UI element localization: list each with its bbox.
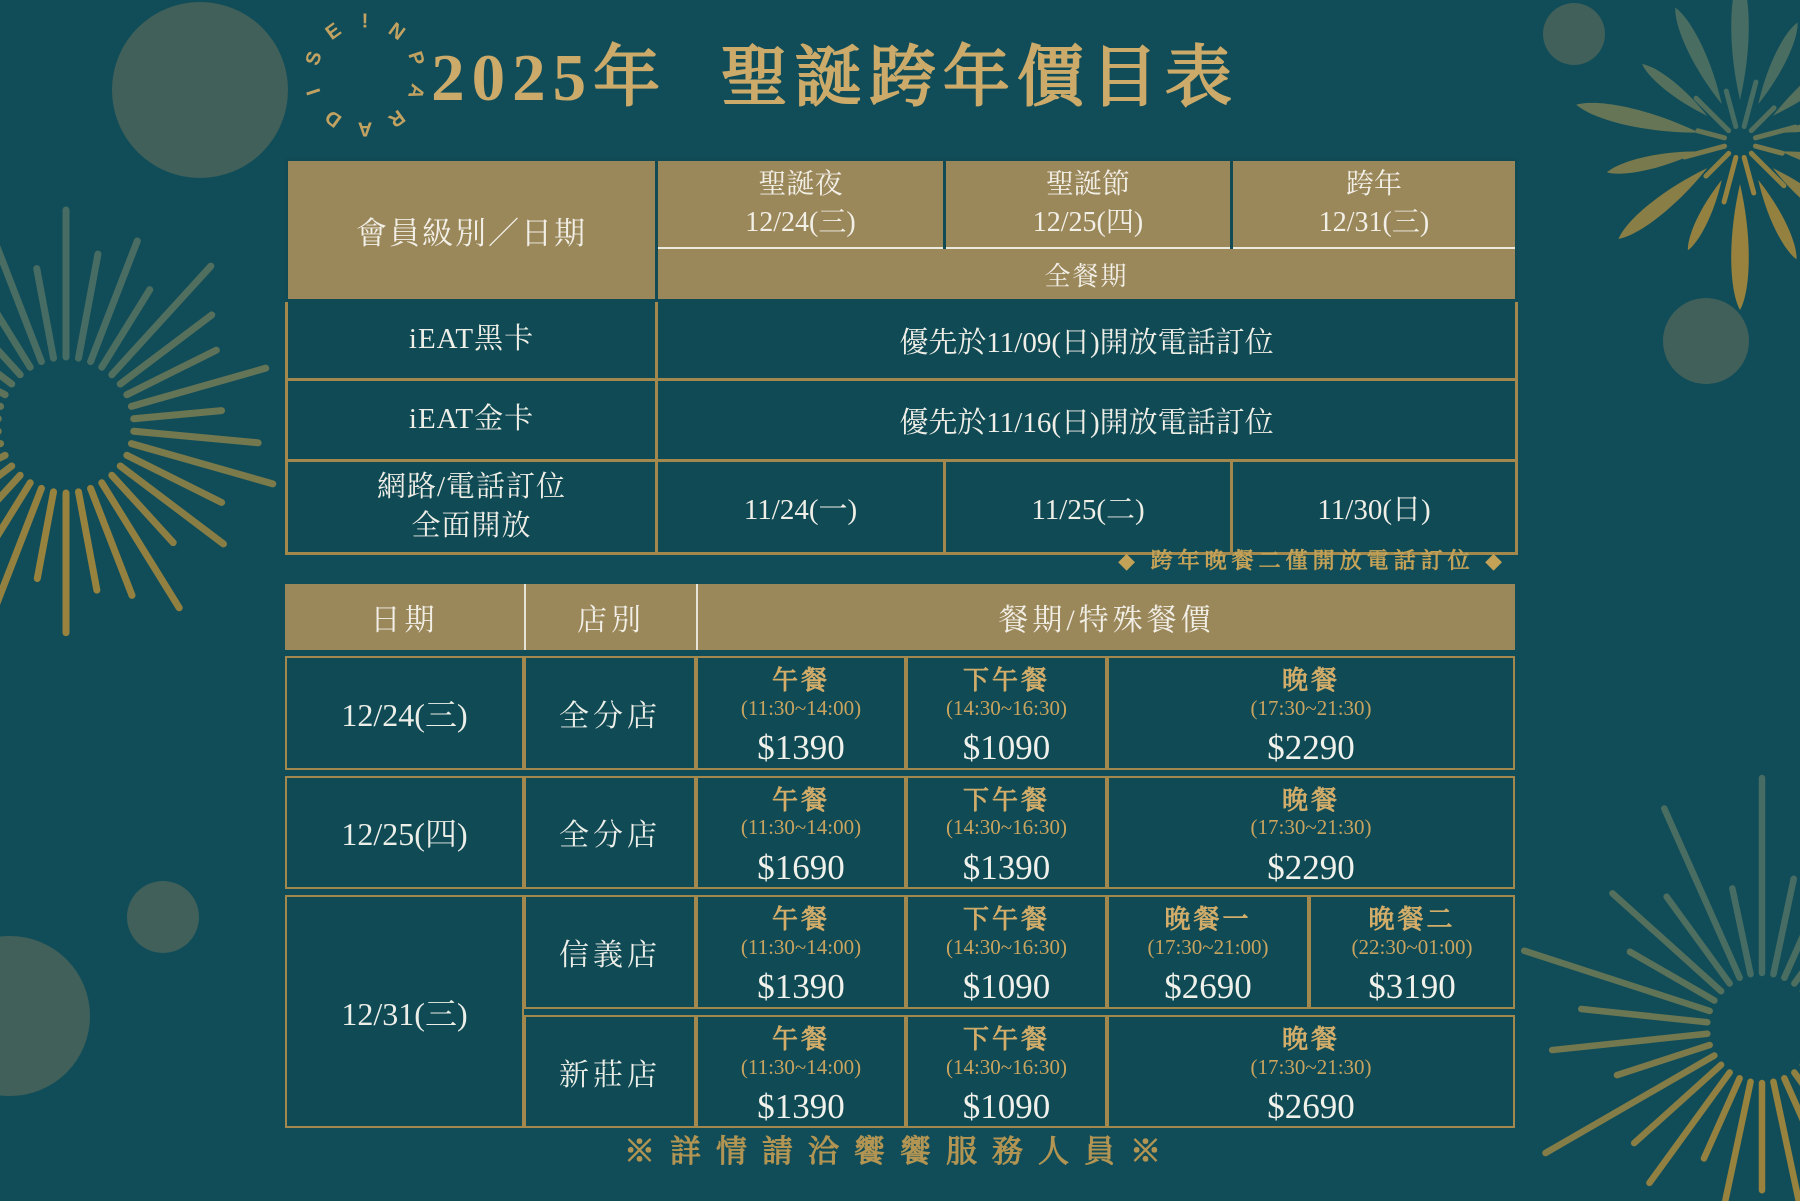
- meal-name: 晚餐一: [1164, 905, 1252, 935]
- meal-cell: [1309, 895, 1515, 1009]
- member-tier-booking-info: 優先於11/09(日)開放電話訂位: [657, 301, 1517, 380]
- meal-time: (11:30~14:00): [740, 695, 862, 720]
- date-cell: 12/24(三): [285, 656, 524, 770]
- logo-letter: P: [403, 48, 429, 69]
- column-header-christmas-eve: [657, 160, 945, 249]
- open-booking-date: 11/25(二): [945, 461, 1232, 554]
- meal-name: 下午餐: [962, 666, 1050, 695]
- meal-price: $1090: [962, 1086, 1051, 1126]
- meal-price: $2290: [1267, 847, 1355, 887]
- table-row: [285, 895, 1515, 1009]
- decor-circle-bottom-left-small: [127, 881, 199, 953]
- column-title: 聖誕節: [1045, 169, 1130, 201]
- decor-circle-top-right-small: [1543, 3, 1605, 65]
- column-header-new-year-eve: [1232, 160, 1517, 249]
- meal-cell: [696, 895, 906, 1009]
- open-booking-label-line1: 網路/電話訂位: [376, 470, 567, 503]
- meal-price: $1090: [962, 728, 1051, 768]
- meal-time: (11:30~14:00): [740, 815, 862, 840]
- header-store: 店別: [524, 584, 696, 650]
- meal-name: 午餐: [771, 666, 830, 695]
- meal-time: (14:30~16:30): [945, 935, 1068, 960]
- meal-cell: [696, 656, 906, 770]
- meal-price: $2690: [1267, 1086, 1355, 1126]
- date-cell: 12/31(三): [285, 895, 524, 1128]
- member-tier-label: iEAT黑卡: [287, 301, 657, 380]
- meal-cell: [1107, 895, 1309, 1009]
- decor-circle-bottom-left-large: [0, 936, 90, 1096]
- meal-price: $1390: [757, 1086, 845, 1126]
- logo-letter: A: [403, 81, 429, 102]
- meal-time: (11:30~14:00): [740, 935, 862, 960]
- meal-name: 午餐: [771, 1024, 830, 1054]
- meal-time: (17:30~21:30): [1250, 815, 1372, 840]
- meal-cell: [1107, 656, 1515, 770]
- meal-time: (22:30~01:00): [1351, 935, 1473, 960]
- table-row: [287, 380, 1517, 461]
- table-row: [287, 301, 1517, 380]
- table-row: [287, 461, 1517, 554]
- meal-price: $1690: [757, 847, 845, 887]
- footer-note: ※詳情請洽饗饗服務人員※: [624, 1134, 1176, 1169]
- meal-cell: [906, 656, 1107, 770]
- logo-letter: R: [384, 105, 409, 132]
- logo-letter: E: [321, 18, 346, 45]
- meal-cell: [696, 1015, 906, 1129]
- open-booking-label-line2: 全面開放: [411, 510, 532, 542]
- column-header-christmas: [945, 160, 1232, 249]
- meal-name: 晚餐: [1282, 1024, 1341, 1054]
- column-date: 12/31(三): [1318, 207, 1430, 238]
- meal-time: (14:30~16:30): [945, 815, 1068, 840]
- meal-name: 午餐: [771, 905, 830, 935]
- open-booking-date: 11/30(日): [1232, 461, 1517, 554]
- meal-name: 下午餐: [962, 905, 1050, 935]
- meal-name: 晚餐二: [1368, 905, 1456, 935]
- meal-price: $2690: [1164, 967, 1252, 1007]
- logo-letter: I: [302, 85, 326, 98]
- meal-time: (17:30~21:30): [1250, 695, 1372, 720]
- meal-name: 晚餐: [1282, 666, 1341, 695]
- meal-cell: [1107, 776, 1515, 890]
- meal-cell: [696, 776, 906, 890]
- logo-letter: N: [384, 18, 409, 45]
- column-date: 12/24(三): [745, 207, 856, 238]
- date-cell: 12/25(四): [285, 776, 524, 890]
- meal-price: $1390: [962, 847, 1051, 887]
- store-cell: 新莊店: [524, 1015, 696, 1129]
- decor-circle-right: [1663, 298, 1749, 384]
- store-cell: 全分店: [524, 656, 696, 770]
- meal-time: (11:30~14:00): [740, 1054, 862, 1079]
- logo-letter: S: [301, 48, 327, 69]
- store-cell: 信義店: [524, 895, 696, 1009]
- meal-cell: [906, 776, 1107, 890]
- meal-time: (14:30~16:30): [945, 695, 1068, 720]
- table-row: [285, 776, 1515, 890]
- member-tier-booking-info: 優先於11/16(日)開放電話訂位: [657, 380, 1517, 461]
- logo-letter: D: [321, 105, 346, 132]
- table-note: ◆ 跨年晚餐二僅開放電話訂位 ◆: [1118, 548, 1507, 573]
- price-table: [285, 578, 1515, 1134]
- meal-price: $1390: [757, 967, 845, 1007]
- open-booking-label: [287, 461, 657, 554]
- booking-table: [285, 158, 1518, 555]
- meal-name: 午餐: [771, 785, 830, 815]
- meal-cell: [1107, 1015, 1515, 1129]
- open-booking-date: 11/24(一): [657, 461, 945, 554]
- store-cell: 全分店: [524, 776, 696, 890]
- column-date: 12/25(四): [1032, 207, 1144, 238]
- member-tier-label: iEAT金卡: [287, 380, 657, 461]
- meal-name: 下午餐: [962, 1024, 1050, 1054]
- corner-header: 會員級別／日期: [287, 160, 657, 301]
- meal-time: (17:30~21:30): [1250, 1054, 1372, 1079]
- subheader-all-meal-periods: 全餐期: [657, 248, 1517, 301]
- meal-cell: [906, 895, 1107, 1009]
- header-date: 日期: [285, 584, 524, 650]
- meal-name: 晚餐: [1282, 785, 1341, 815]
- meal-price: $1090: [962, 967, 1051, 1007]
- header-meal-price: 餐期/特殊餐價: [696, 584, 1515, 650]
- meal-name: 下午餐: [962, 785, 1050, 815]
- logo-letter: A: [357, 117, 373, 140]
- logo-letter: !: [361, 10, 369, 33]
- table-row: [285, 656, 1515, 770]
- meal-time: (14:30~16:30): [945, 1054, 1068, 1079]
- column-title: 聖誕夜: [758, 169, 843, 201]
- column-title: 跨年: [1345, 169, 1402, 201]
- meal-price: $2290: [1267, 728, 1355, 768]
- meal-price: $1390: [757, 728, 845, 768]
- page-title: 2025年 聖誕跨年價目表: [431, 41, 1239, 115]
- meal-time: (17:30~21:00): [1147, 935, 1269, 960]
- meal-price: $3190: [1368, 967, 1456, 1007]
- meal-cell: [906, 1015, 1107, 1129]
